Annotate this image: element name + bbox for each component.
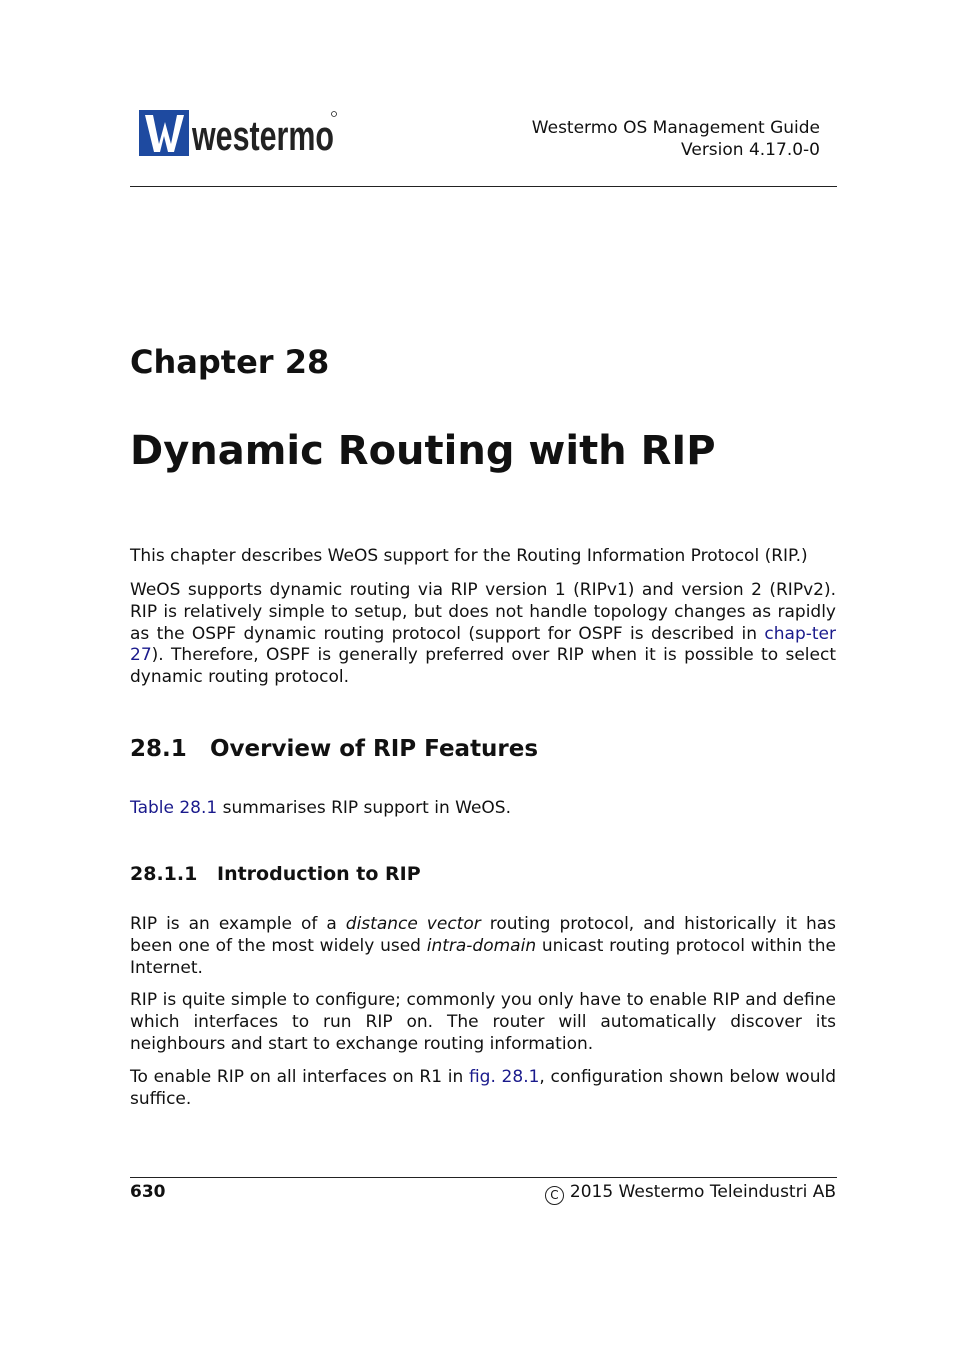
- guide-title-block: [532, 117, 820, 161]
- copyright-icon: C: [545, 1186, 564, 1205]
- section-heading: [130, 736, 538, 762]
- intro-p2-text-end: ). Therefore, OSPF is generally preferred over RIP when it is possible to select dynamic routing protocol.: [130, 645, 836, 688]
- section-paragraph-text: summarises RIP support in WeOS.: [217, 798, 511, 818]
- section-title: Overview of RIP Features: [210, 736, 539, 762]
- page-number: 630: [130, 1182, 166, 1202]
- header-rule: [130, 186, 837, 187]
- subsection-paragraph-3: [130, 1067, 836, 1111]
- westermo-logo: [139, 110, 339, 158]
- intro-p2-text: WeOS supports dynamic routing via RIP version 1 (RIPv1) and version 2 (RIPv2). RIP is relatively simple to setup, but does not handle topology changes as rapidly as the OSPF dynamic routing protocol (support for OSPF is described in: [130, 580, 836, 644]
- section-paragraph: [130, 798, 836, 820]
- chapter-title: Dynamic Routing with RIP: [130, 428, 716, 474]
- guide-version: Version 4.17.0-0: [681, 140, 820, 160]
- chapter-label: Chapter 28: [130, 343, 330, 381]
- guide-title: Westermo OS Management Guide: [531, 118, 820, 138]
- intra-domain-emphasis: intra-domain: [426, 935, 537, 956]
- sub-p1-text-b: routing protocol, and historically it has been one of the most widely used: [130, 914, 836, 956]
- sub-p3-text-a: To enable RIP on all interfaces on R1 in: [130, 1067, 469, 1087]
- sub-p3-text-b: , configuration shown below would suffice.: [130, 1067, 836, 1109]
- chapter-27-link[interactable]: chap-ter 27: [130, 623, 836, 666]
- copyright-text: 2015 Westermo Teleindustri AB: [569, 1182, 836, 1202]
- subsection-heading: [130, 863, 421, 885]
- subsection-paragraph-1: [130, 914, 836, 979]
- copyright-notice: [545, 1182, 836, 1205]
- subsection-paragraph-2: RIP is quite simple to configure; commonly you only have to enable RIP and define which interfaces to run RIP on. The router will automatically discover its neighbours and start to exchange routing information.: [130, 990, 836, 1054]
- subsection-number: 28.1.1: [130, 863, 198, 885]
- intro-paragraph-1: This chapter describes WeOS support for the Routing Information Protocol (RIP.): [130, 546, 808, 566]
- sub-p1-text-a: RIP is an example of a: [130, 914, 346, 934]
- sub-p1-text-c: unicast routing protocol within the Internet.: [130, 935, 836, 978]
- fig-28-1-link[interactable]: fig. 28.1: [468, 1067, 540, 1087]
- section-number: 28.1: [130, 736, 187, 762]
- logo-wordmark: westermo: [191, 112, 334, 159]
- table-28-1-link[interactable]: Table 28.1: [130, 798, 218, 818]
- intro-paragraph-2: [130, 580, 836, 689]
- footer-rule: [130, 1177, 837, 1178]
- distance-vector-emphasis: distance vector: [345, 914, 481, 934]
- subsection-title: Introduction to RIP: [217, 863, 421, 885]
